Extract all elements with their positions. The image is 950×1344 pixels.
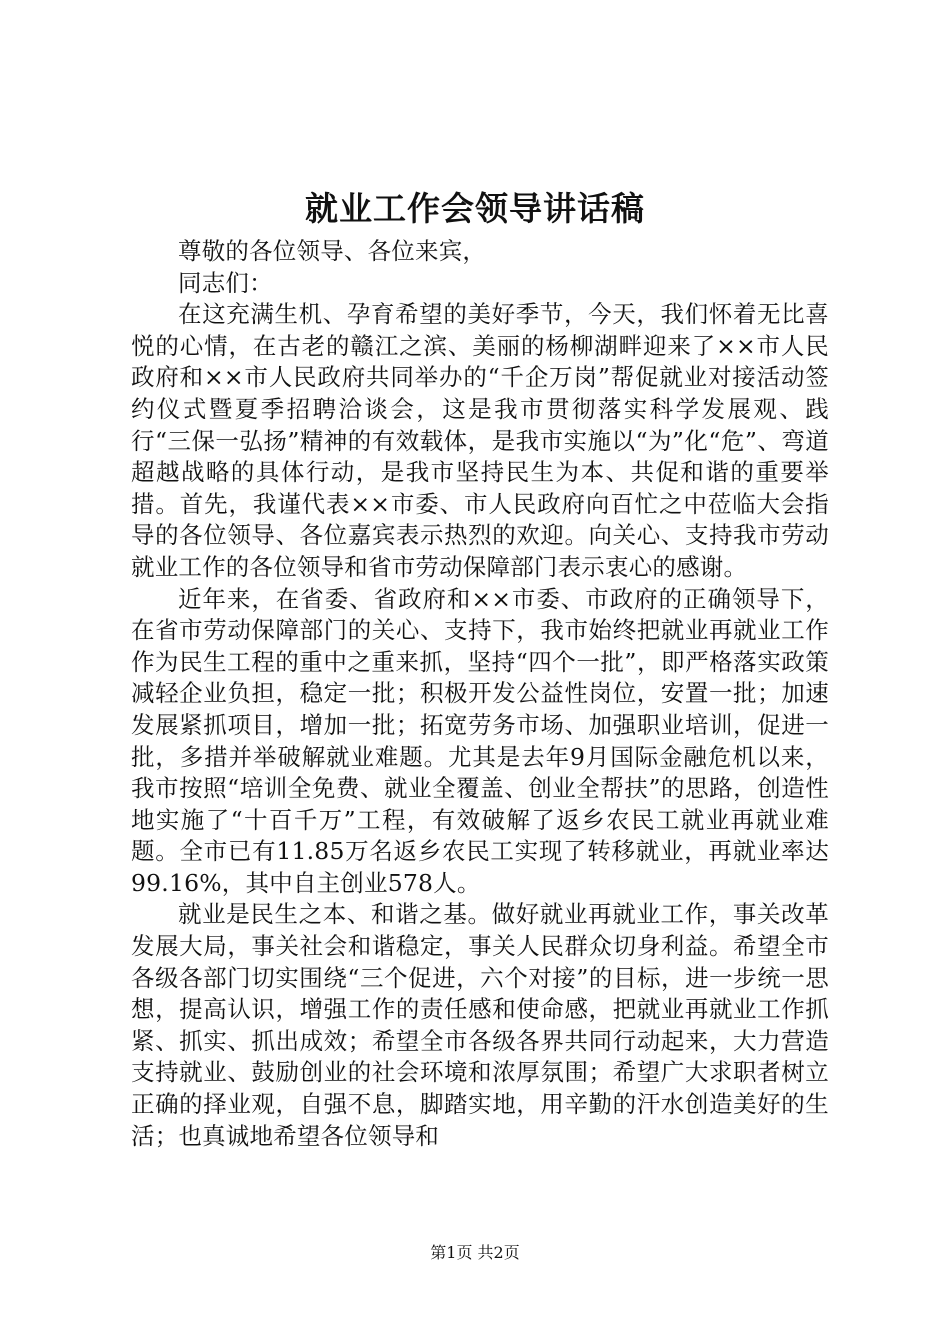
body-paragraph: 在这充满生机、孕育希望的美好季节，今天，我们怀着无比喜悦的心情，在古老的赣江之滨、美丽的杨柳湖畔迎来了××市人民政府和××市人民政府共同举办的“千企万岗”帮促就业对接活动签约仪式暨夏季招聘洽谈会，这是我市贯彻落实科学发展观、践行“三保一弘扬”精神的有效载体，是我市实施以“为”化“危”、弯道超越战略的具体行动，是我市坚持民生为本、共促和谐的重要举措。首先，我谨代表××市委、市人民政府向百忙之中莅临大会指导的各位领导、各位嘉宾表示热烈的欢迎。向关心、支持我市劳动就业工作的各位领导和省市劳动保障部门表示衷心的感谢。 xyxy=(131,300,829,581)
salutation-paragraph: 尊敬的各位领导、各位来宾， xyxy=(178,237,487,265)
body-paragraph: 就业是民生之本、和谐之基。做好就业再就业工作，事关改革发展大局，事关社会和谐稳定，事关人民群众切身利益。希望全市各级各部门切实围绕“三个促进，六个对接”的目标，进一步统一思想，提高认识，增强工作的责任感和使命感，把就业再就业工作抓紧、抓实、抓出成效；希望全市各级各界共同行动起来，大力营造支持就业、鼓励创业的社会环境和浓厚氛围；希望广大求职者树立正确的择业观，自强不息，脚踏实地，用辛勤的汗水创造美好的生活；也真诚地希望各位领导和 xyxy=(131,900,829,1150)
salutation-paragraph: 同志们： xyxy=(178,268,273,297)
body-paragraph: 近年来，在省委、省政府和××市委、市政府的正确领导下，在省市劳动保障部门的关心、支持下，我市始终把就业再就业工作作为民生工程的重中之重来抓，坚持“四个一批”，即严格落实政策减轻企业负担，稳定一批；积极开发公益性岗位，安置一批；加速发展紧抓项目，增加一批；拓宽劳务市场、加强职业培训，促进一批，多措并举破解就业难题。尤其是去年9月国际金融危机以来，我市按照“培训全免费、就业全覆盖、创业全帮扶”的思路，创造性地实施了“十百千万”工程，有效破解了返乡农民工就业再就业难题。全市已有11.85万名返乡农民工实现了转移就业，再就业率达99.16%，其中自主创业578人。 xyxy=(131,584,829,897)
page-footer: 第1页 共2页 xyxy=(430,1243,520,1262)
document-body xyxy=(131,236,829,1152)
document-title: 就业工作会领导讲话稿 xyxy=(305,189,645,228)
